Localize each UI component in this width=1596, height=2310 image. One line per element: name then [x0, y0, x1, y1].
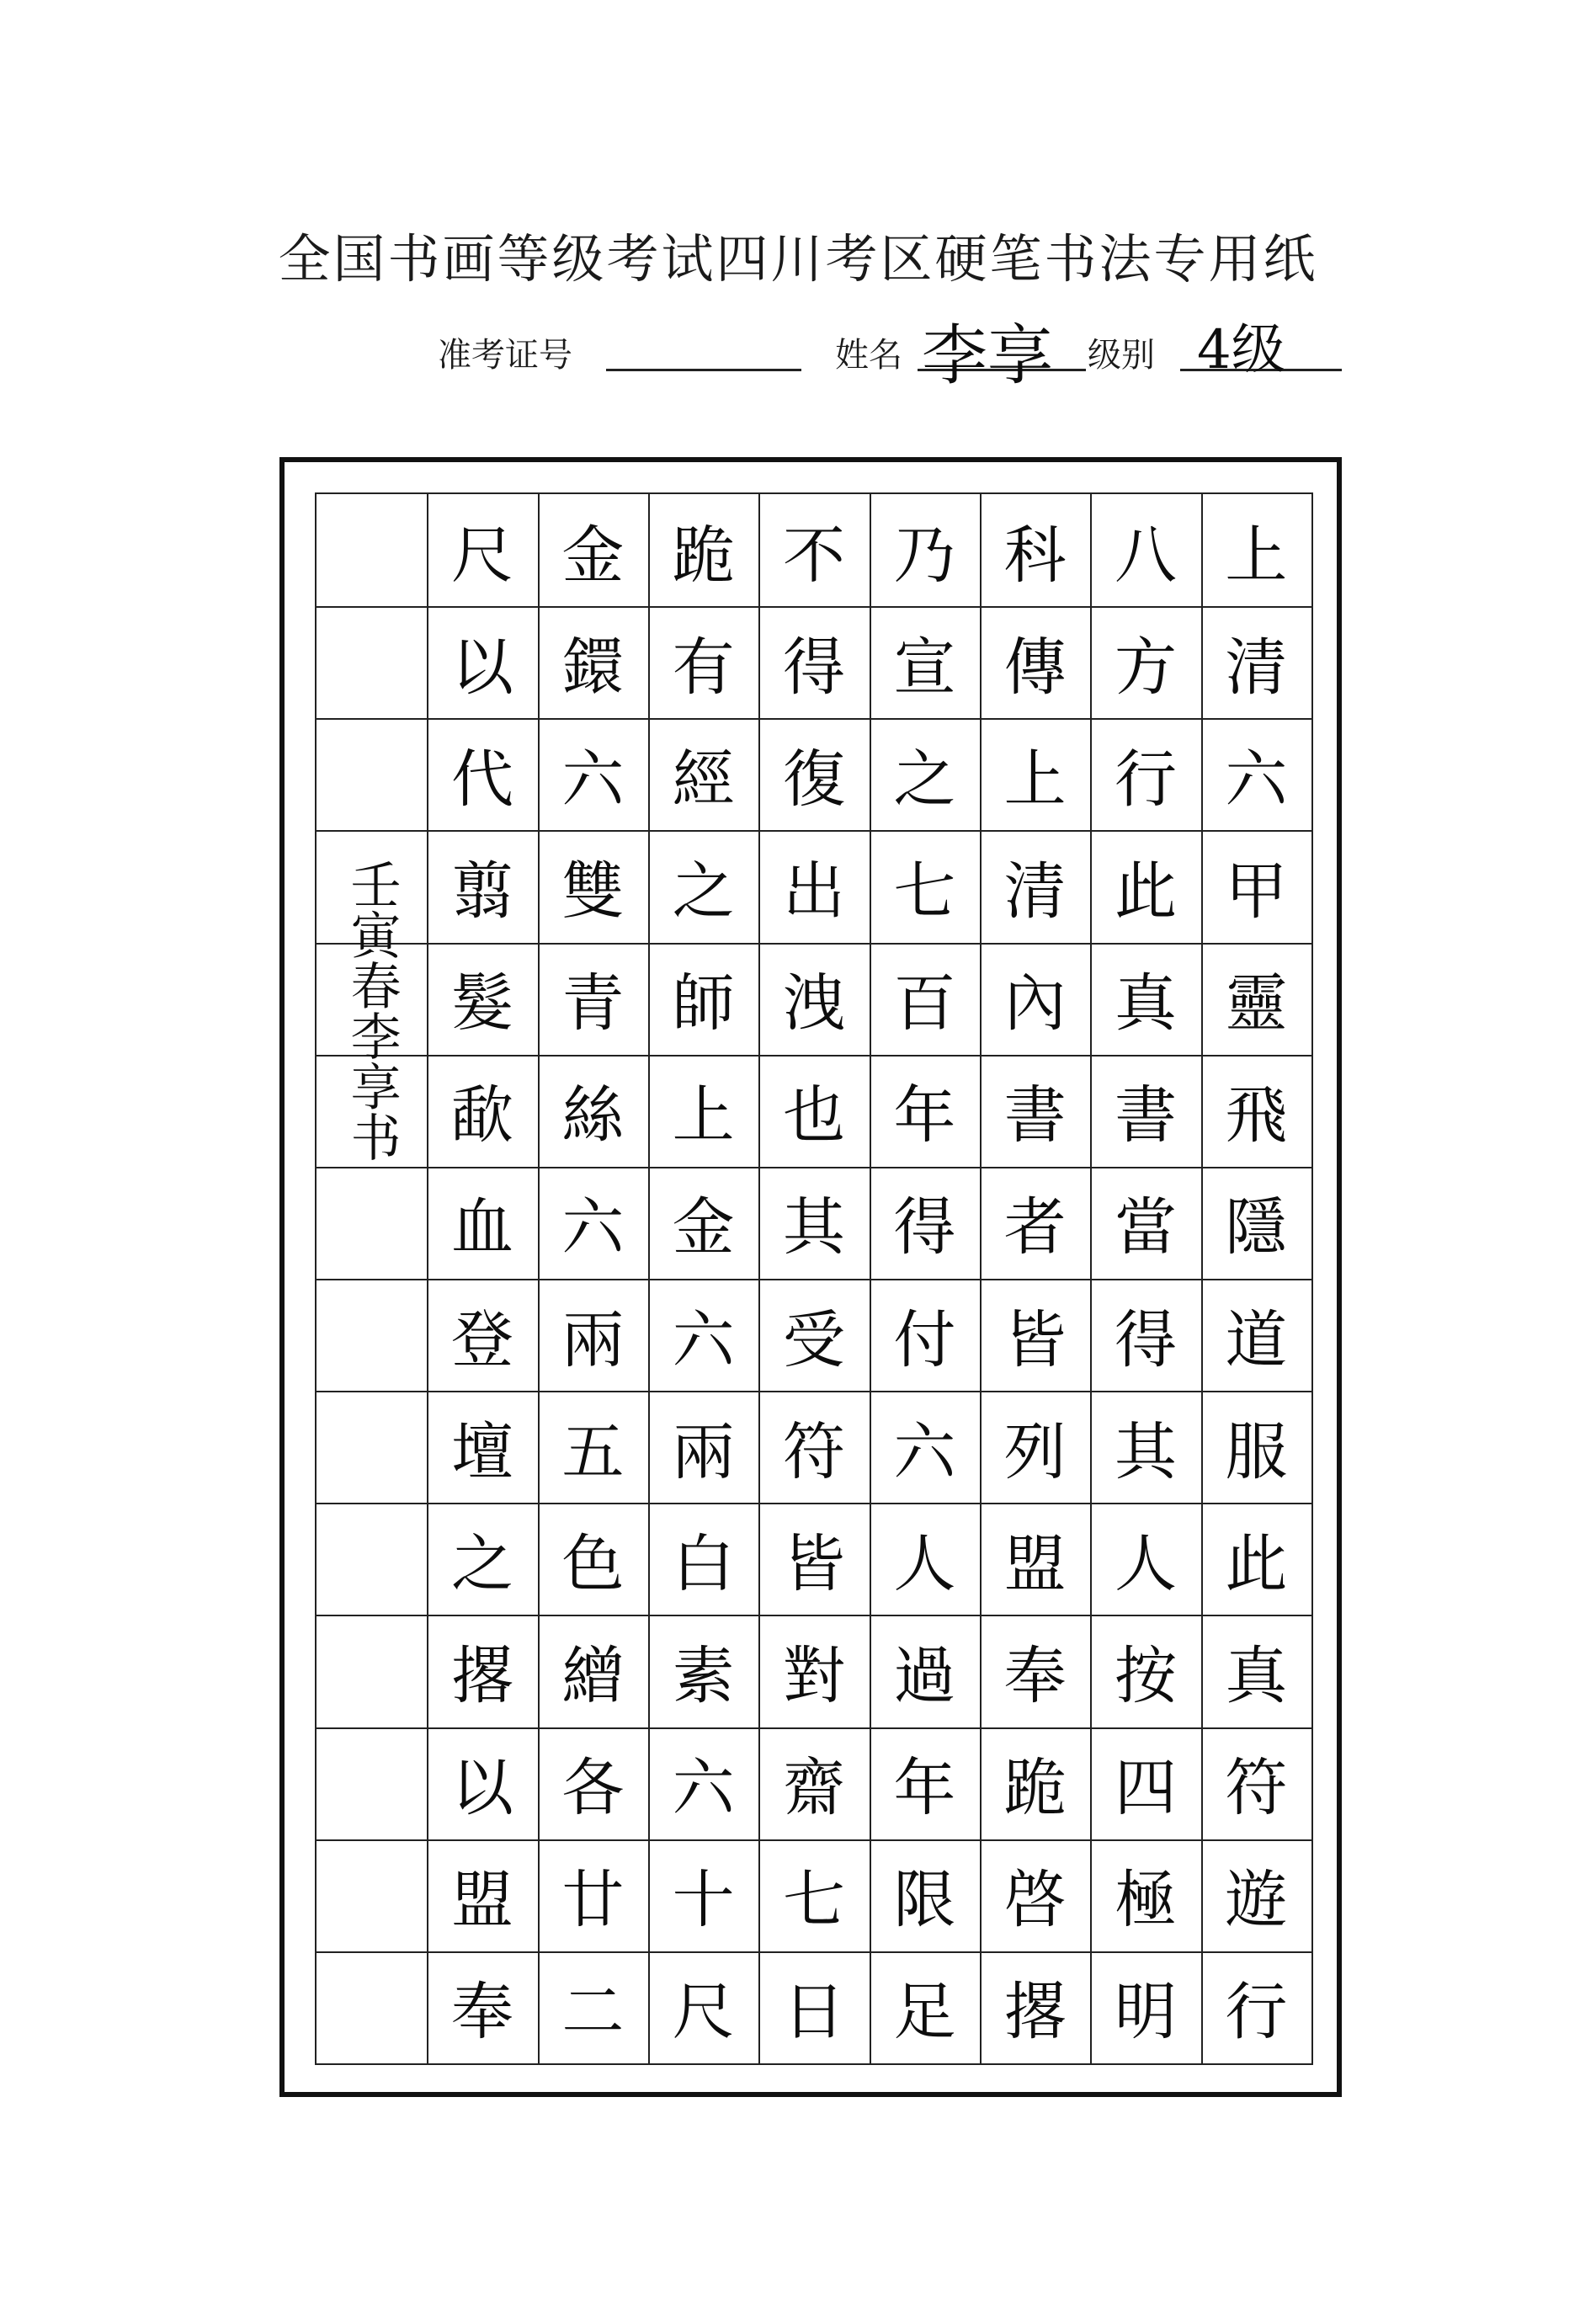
grid-cell: 宣	[893, 631, 956, 704]
grid-cell: 四	[1114, 1752, 1177, 1825]
grid-cell: 撂	[1003, 1976, 1067, 2049]
grid-cell: 雙	[561, 854, 625, 928]
grid-cell: 六	[672, 1752, 735, 1825]
grid-cell: 者	[1003, 1191, 1067, 1264]
grid-cell: 奉	[1003, 1639, 1067, 1712]
grid-cell: 色	[561, 1527, 625, 1600]
grid-cell: 書	[1114, 1079, 1177, 1152]
grid-cell: 撂	[450, 1639, 513, 1712]
grid-cell: 限	[893, 1864, 956, 1937]
grid-cell: 出	[782, 854, 845, 928]
grid-cell: 甲	[1225, 854, 1288, 928]
grid-cell: 得	[1114, 1303, 1177, 1376]
grid-cell: 髮	[450, 967, 513, 1041]
grid-cell: 上	[1003, 742, 1067, 816]
grid-cell: 此	[1114, 854, 1177, 928]
grid-cell: 真	[1225, 1639, 1288, 1712]
admission-line	[606, 369, 801, 371]
grid-cell: 清	[1225, 631, 1288, 704]
grid-cell: 飛	[1225, 1079, 1288, 1152]
grid-cell: 六	[561, 742, 625, 816]
grid-cell: 符	[1225, 1752, 1288, 1825]
grid-cell: 其	[1114, 1415, 1177, 1488]
grid-cell: 日	[782, 1976, 845, 2049]
grid-cell: 受	[782, 1303, 845, 1376]
grid-cell: 當	[1114, 1191, 1177, 1264]
grid-cell: 七	[893, 854, 956, 928]
grid-cell: 跪	[1003, 1752, 1067, 1825]
grid-cell: 盟	[1003, 1527, 1067, 1600]
grid-cell: 白	[672, 1527, 735, 1600]
grid-cell: 之	[450, 1527, 513, 1600]
grid-cell: 六	[561, 1191, 625, 1264]
grid-cell: 鐶	[561, 631, 625, 704]
grid-cell: 六	[672, 1303, 735, 1376]
grid-cell: 登	[450, 1303, 513, 1376]
grid-cell: 道	[1225, 1303, 1288, 1376]
grid-cell: 尺	[450, 519, 513, 592]
grid-cell: 得	[893, 1191, 956, 1264]
grid-cell: 血	[450, 1191, 513, 1264]
grid-cell: 足	[893, 1976, 956, 2049]
signature: 壬寅春李享书	[342, 859, 402, 1163]
grid-cell: 素	[672, 1639, 735, 1712]
grid-cell: 復	[782, 742, 845, 816]
grid-cell: 過	[893, 1639, 956, 1712]
grid-cell: 尺	[672, 1976, 735, 2049]
name-value: 李享	[922, 318, 1054, 394]
grid-cell: 啓	[1003, 1864, 1067, 1937]
grid-cell: 符	[782, 1415, 845, 1488]
grid-cell: 青	[561, 967, 625, 1041]
grid-cell: 之	[672, 854, 735, 928]
grid-cell: 皆	[782, 1527, 845, 1600]
grid-cell: 服	[1225, 1415, 1288, 1488]
name-label: 姓名	[835, 336, 902, 375]
admission-label: 准考证号	[438, 336, 572, 375]
grid-cell: 得	[782, 631, 845, 704]
grid-cell: 各	[561, 1752, 625, 1825]
grid-cell: 明	[1114, 1976, 1177, 2049]
grid-cell: 其	[782, 1191, 845, 1264]
grid-cell: 六	[1225, 742, 1288, 816]
grid-cell: 兩	[561, 1303, 625, 1376]
grid-cell: 上	[1225, 519, 1288, 592]
grid-cell: 付	[893, 1303, 956, 1376]
grid-cell: 皆	[1003, 1303, 1067, 1376]
grid-cell: 靈	[1225, 967, 1288, 1041]
grid-cell: 按	[1114, 1639, 1177, 1712]
grid-cell: 歃	[450, 1079, 513, 1152]
grid-cell: 清	[1003, 854, 1067, 928]
grid-cell: 金	[561, 519, 625, 592]
writing-grid	[315, 492, 1313, 2065]
level-label: 级别	[1088, 336, 1155, 375]
grid-cell: 金	[672, 1191, 735, 1264]
grid-cell: 內	[1003, 967, 1067, 1041]
grid-cell: 不	[782, 519, 845, 592]
grid-cell: 壇	[450, 1415, 513, 1488]
grid-cell: 對	[782, 1639, 845, 1712]
grid-cell: 齋	[782, 1752, 845, 1825]
grid-cell: 絲	[561, 1079, 625, 1152]
grid-cell: 方	[1114, 631, 1177, 704]
grid-cell: 十	[672, 1864, 735, 1937]
grid-cell: 隱	[1225, 1191, 1288, 1264]
grid-cell: 行	[1114, 742, 1177, 816]
grid-cell: 經	[672, 742, 735, 816]
grid-cell: 八	[1114, 519, 1177, 592]
grid-cell: 廿	[561, 1864, 625, 1937]
grid-cell: 之	[893, 742, 956, 816]
grid-cell: 七	[782, 1864, 845, 1937]
grid-cell: 百	[893, 967, 956, 1041]
grid-cell: 代	[450, 742, 513, 816]
grid-cell: 跪	[672, 519, 735, 592]
grid-cell: 人	[1114, 1527, 1177, 1600]
grid-cell: 翦	[450, 854, 513, 928]
level-value: 4级	[1197, 319, 1285, 381]
grid-cell: 師	[672, 967, 735, 1041]
grid-cell: 此	[1225, 1527, 1288, 1600]
grid-cell: 列	[1003, 1415, 1067, 1488]
grid-cell: 以	[450, 631, 513, 704]
grid-cell: 有	[672, 631, 735, 704]
grid-cell: 二	[561, 1976, 625, 2049]
grid-cell: 六	[893, 1415, 956, 1488]
page-title: 全国书画等级考试四川考区硬笔书法专用纸	[278, 228, 1318, 290]
grid-cell: 以	[450, 1752, 513, 1825]
grid-cell: 盟	[450, 1864, 513, 1937]
grid-cell: 年	[893, 1079, 956, 1152]
grid-cell: 乃	[893, 519, 956, 592]
grid-cell: 繒	[561, 1639, 625, 1712]
grid-cell: 也	[782, 1079, 845, 1152]
grid-cell: 行	[1225, 1976, 1288, 2049]
grid-cell: 傳	[1003, 631, 1067, 704]
grid-cell: 真	[1114, 967, 1177, 1041]
grid-cell: 年	[893, 1752, 956, 1825]
grid-cell: 五	[561, 1415, 625, 1488]
grid-cell: 書	[1003, 1079, 1067, 1152]
grid-cell: 奉	[450, 1976, 513, 2049]
grid-cell: 上	[672, 1079, 735, 1152]
info-row	[0, 310, 1596, 394]
grid-cell: 兩	[672, 1415, 735, 1488]
grid-cell: 科	[1003, 519, 1067, 592]
grid-cell: 遊	[1225, 1864, 1288, 1937]
grid-cell: 洩	[782, 967, 845, 1041]
grid-cell: 極	[1114, 1864, 1177, 1937]
grid-cell: 人	[893, 1527, 956, 1600]
